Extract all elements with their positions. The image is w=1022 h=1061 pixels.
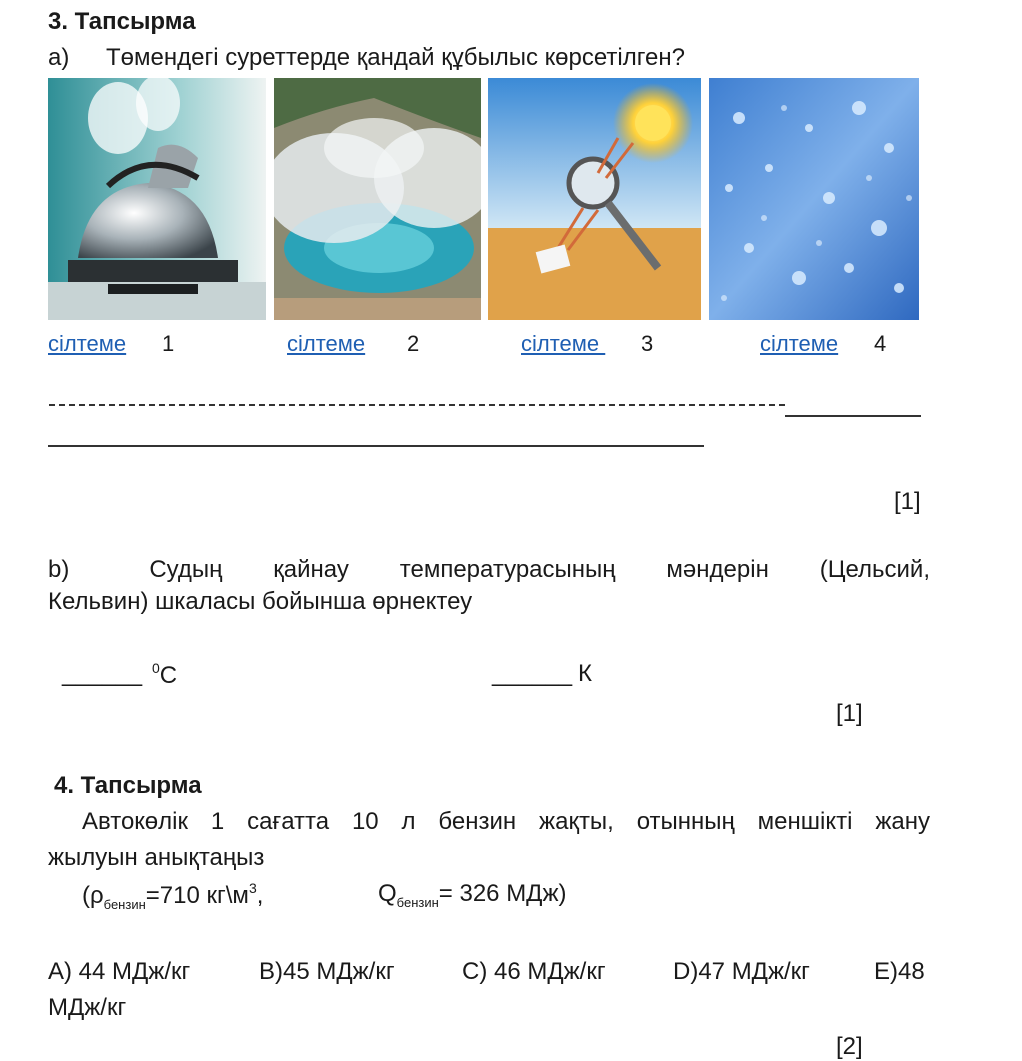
task3-b-score: [1] xyxy=(836,700,863,727)
q-value: = 326 МДж) xyxy=(438,880,567,907)
option-c-value: 46 МДж/кг xyxy=(487,958,606,985)
option-b-value: 45 МДж/кг xyxy=(283,958,395,985)
q-subscript: бензин xyxy=(396,895,439,910)
option-c[interactable] xyxy=(462,958,606,986)
image-number-4: 4 xyxy=(874,331,887,356)
celsius-label xyxy=(152,660,177,690)
option-a-value: 44 МДж/кг xyxy=(72,958,191,985)
image-link-3[interactable]: сілтеме xyxy=(521,331,606,356)
given-q xyxy=(378,880,566,910)
option-b[interactable] xyxy=(259,958,395,986)
task3-b-text-line2: Кельвин) шкаласы бойынша өрнектеу xyxy=(48,588,473,615)
image-link-1[interactable]: сілтеме xyxy=(48,331,127,356)
task3-b-letter: b) xyxy=(48,556,70,583)
water-droplets-photo xyxy=(709,78,919,320)
task3-a-letter: a) xyxy=(48,44,70,71)
given-rho xyxy=(82,880,263,912)
rho-subscript: бензин xyxy=(103,897,146,912)
option-a[interactable] xyxy=(48,958,190,986)
image-link-2[interactable]: сілтеме xyxy=(287,331,366,356)
magnifying-glass-sun-photo xyxy=(488,78,701,320)
steaming-kettle-photo xyxy=(48,78,266,320)
degree-symbol: 0 xyxy=(152,660,160,676)
option-d[interactable] xyxy=(673,958,810,986)
answer-line-2[interactable] xyxy=(48,445,704,447)
celsius-unit: С xyxy=(159,662,178,689)
answer-line-end[interactable] xyxy=(785,415,921,417)
q-symbol: Q xyxy=(378,880,397,907)
image-number-3: 3 xyxy=(641,331,654,356)
task4-title: 4. Тапсырма xyxy=(54,772,202,799)
option-d-value: 47 МДж/кг xyxy=(698,958,810,985)
task3-a-question: Төмендегі суреттерде қандай құбылыс көрсетілген? xyxy=(106,44,685,71)
kelvin-answer-blank[interactable]: ______ xyxy=(492,660,573,687)
rho-value: =710 кг\м xyxy=(145,882,249,909)
task3-title: 3. Тапсырма xyxy=(48,8,196,35)
rho-exponent: 3 xyxy=(248,880,257,896)
task3-b-text-line1: Судың қайнау температурасының мәндерін (Цельсий, xyxy=(149,556,930,583)
rho-comma: , xyxy=(256,882,264,909)
task4-text-line1: Автокөлік 1 сағатта 10 л бензин жақты, отынның меншікті жану xyxy=(82,808,930,835)
kelvin-unit: К xyxy=(578,660,592,687)
task4-score: [2] xyxy=(836,1033,863,1060)
image-number-1: 1 xyxy=(162,331,175,356)
task3-b-line1 xyxy=(48,552,930,588)
option-c-letter: С) xyxy=(462,958,488,985)
task3-a-score: [1] xyxy=(894,488,921,515)
image-link-4[interactable]: сілтеме xyxy=(760,331,839,356)
option-e-letter: Е) xyxy=(874,958,898,985)
option-d-letter: D) xyxy=(673,958,699,985)
hot-spring-steam-photo xyxy=(274,78,481,320)
option-e-unit-wrap: МДж/кг xyxy=(48,994,127,1021)
option-e[interactable] xyxy=(874,958,925,986)
option-b-letter: В) xyxy=(259,958,283,985)
image-number-2: 2 xyxy=(407,331,420,356)
task4-text-line2: жылуын анықтаңыз xyxy=(48,844,265,871)
rho-open: (ρ xyxy=(82,882,104,909)
option-e-value: 48 xyxy=(898,958,925,985)
celsius-answer-blank[interactable]: ______ xyxy=(62,660,143,687)
answer-dashed-line[interactable] xyxy=(49,404,785,412)
option-a-letter: А) xyxy=(48,958,72,985)
